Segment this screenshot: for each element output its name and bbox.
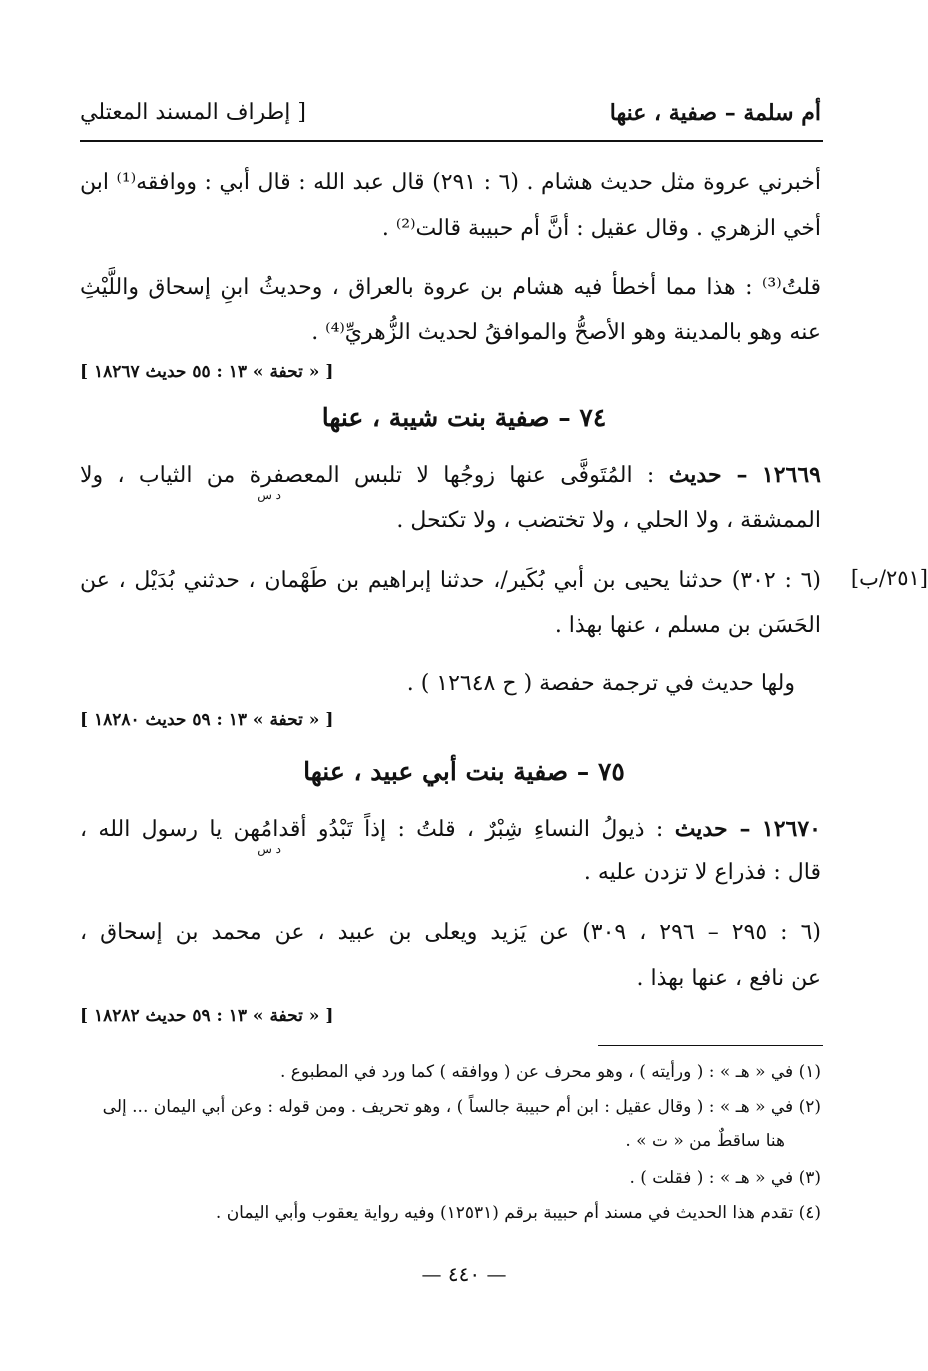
footnote-rule [598, 1045, 823, 1046]
tuhfa-reference: [ « تحفة » ١٣ : ٥٥ حديث ١٨٢٦٧ ] [80, 362, 334, 382]
tuhfa-reference: [ « تحفة » ١٣ : ٥٩ حديث ١٨٢٨٢ ] [80, 1006, 334, 1026]
hadith-text: : ذيولُ النساءِ شِبْرٌ ، قلتُ : إذاً تَبْدُو أقدامُهن يا رسول الله ، [80, 817, 664, 842]
page-number: — ٤٤٠ — [421, 1262, 507, 1286]
paragraph-line: قلتُ⁽³⁾ : هذا مما أخطأ فيه هشام بن عروة بالعراق ، وحديثُ ابنِ إسحاق واللَّيْثِ [80, 275, 821, 300]
footnote: (٢) في « هـ » : ( وقال عقيل : ابن أم حبيبة جالساً ) ، وهو تحريف . ومن قوله : وعن أبي اليمان ... إلى [102, 1097, 821, 1117]
running-header-section: أم سلمة – صفية ، عنها [609, 100, 821, 126]
isnad-line: الحَسَن بن مسلم ، عنها بهذا . [554, 613, 821, 638]
hadith-line: ١٢٦٦٩ – حديث : المُتَوفَّى عنها زوجُها لا تلبس المعصفرة من الثياب ، ولا [80, 462, 821, 488]
section-title: ٧٤ – صفية بنت شيبة ، عنها [321, 403, 607, 432]
isnad-line: (٦ : ٢٩٥ – ٢٩٦ ، ٣٠٩) عن يَزيد ويعلى بن عبيد ، عن محمد بن إسحاق ، [80, 920, 821, 945]
paragraph-line: أخي الزهري . وقال عقيل : أنَّ أم حبيبة قالت⁽²⁾ . [381, 216, 821, 241]
hadith-line: ١٢٦٧٠ – حديث : ذيولُ النساءِ شِبْرٌ ، قلتُ : إذاً تَبْدُو أقدامُهن يا رسول الله ، [80, 816, 821, 842]
hadith-line: قال : فذراع لا تزدن عليه . [583, 860, 821, 885]
header-rule [80, 140, 823, 142]
hadith-number: ١٢٦٧٠ [761, 816, 821, 842]
tuhfa-reference: [ « تحفة » ١٣ : ٥٩ حديث ١٨٢٨٠ ] [80, 710, 334, 730]
collection-symbol: د س [257, 842, 281, 856]
footnote: (١) في « هـ » : ( ورأيته ) ، وهو محرف عن ( ووافقه ) كما ورد في المطبوع . [279, 1062, 821, 1082]
isnad-line: عن نافع ، عنها بهذا . [636, 966, 821, 991]
hadith-number: ١٢٦٦٩ [761, 462, 821, 488]
footnote: (٤) تقدم هذا الحديث في مسند أم حبيبة برقم (١٢٥٣١) وفيه رواية يعقوب وأبي اليمان . [215, 1203, 821, 1223]
footnote: هنا ساقطٌ من « ت » . [625, 1131, 785, 1151]
collection-symbol: د س [257, 488, 281, 502]
footnote: (٣) في « هـ » : ( فقلت ) . [629, 1168, 821, 1188]
section-title: ٧٥ – صفية بنت أبي عبيد ، عنها [303, 757, 625, 786]
running-header-book: [ إطراف المسند المعتلي [80, 100, 306, 125]
hadith-text: : المُتَوفَّى عنها زوجُها لا تلبس المعصفرة من الثياب ، ولا [80, 463, 655, 488]
paragraph-line: أخبرني عروة مثل حديث هشام . (٦ : ٢٩١) قال عبد الله : قال أبي : ووافقه⁽¹⁾ ابن [80, 170, 821, 195]
hadith-label: حديث [674, 816, 728, 842]
cross-reference-note: ولها حديث في ترجمة حفصة ( ح ١٢٦٤٨ ) . [406, 671, 795, 696]
hadith-line: الممشقة ، ولا الحلي ، ولا تختضب ، ولا تكتحل . [396, 508, 821, 533]
paragraph-line: عنه وهو بالمدينة وهو الأصحُّ والموافقُ لحديث الزُّهريِّ⁽⁴⁾ . [311, 320, 821, 345]
manuscript-folio-marker: [٢٥١/ب] [850, 566, 928, 590]
isnad-line: (٦ : ٣٠٢) حدثنا يحيى بن أبي بُكَير/، حدثنا إبراهيم بن طَهْمان ، حدثني بُدَيْل ، عن [80, 568, 821, 593]
hadith-label: حديث [668, 462, 722, 488]
